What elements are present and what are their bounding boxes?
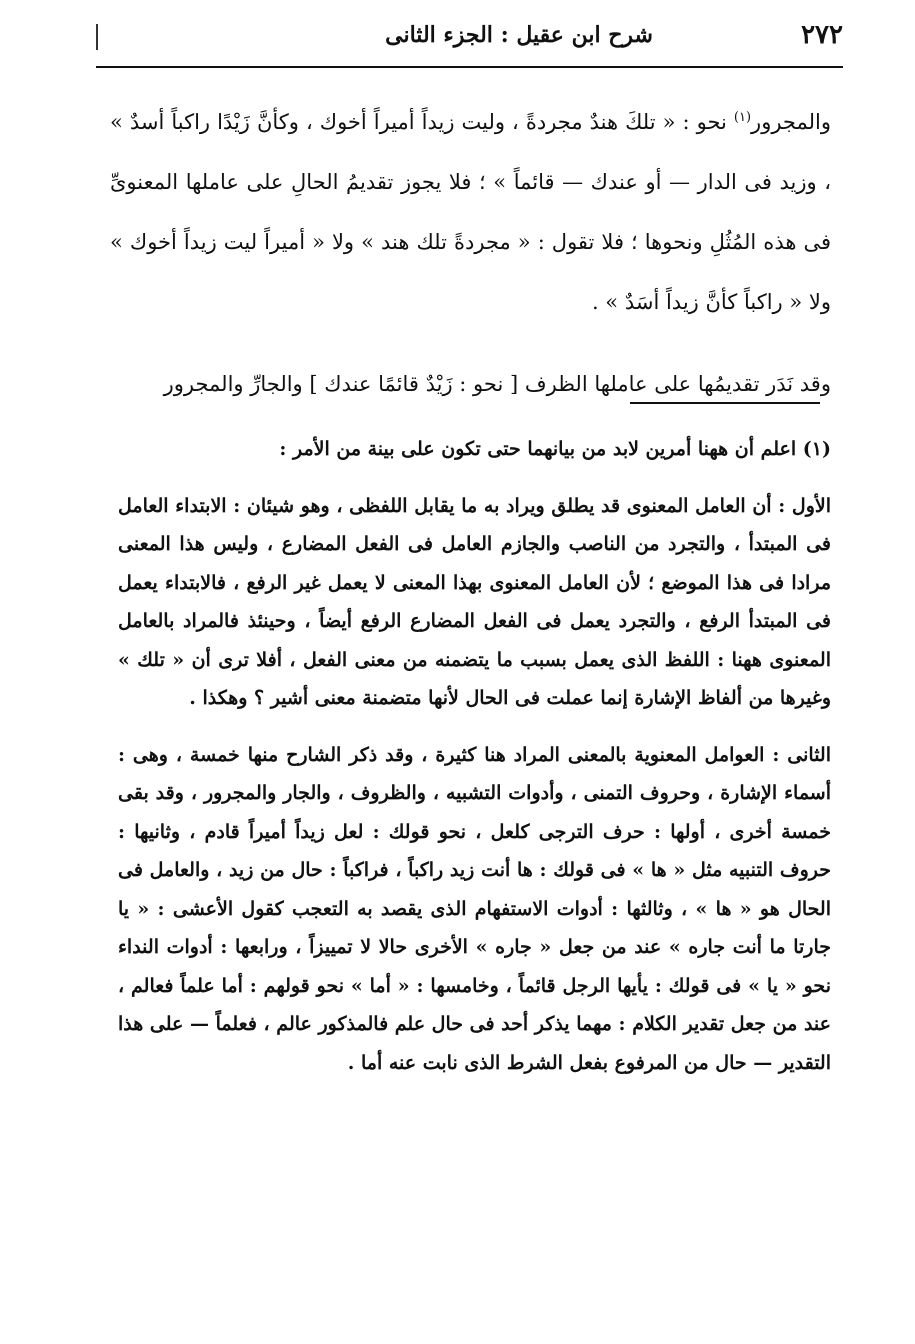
footnote-marker: (١) [733, 110, 752, 125]
main-text-fragment: والمجرور [751, 110, 831, 134]
main-paragraph-1 [110, 92, 831, 332]
footnote-intro: (١) اعلم أن ههنا أمرين لابد من بيانهما حتى تكون على بينة من الأمر : [279, 438, 831, 460]
main-text [110, 92, 831, 436]
running-title: شرح ابن عقيل : الجزء الثانى [385, 22, 653, 48]
header-margin-mark [96, 24, 98, 50]
footnote-separator [630, 402, 820, 404]
page-number: ٢٧٢ [801, 20, 843, 50]
footnote-first-point: الأول : أن العامل المعنوى قد يطلق ويراد به ما يقابل اللفظى ، وهو شيئان : الابتداء العامل فى المبتدأ ، والتجرد من الناصب والجازم العامل فى الفعل المضارع ، وليس هذا المعنى مرادا فى هذا الموضع ؛ لأن العامل المعنوى بهذا المعنى لا يعمل غير الرفع ، فالابتداء يعمل فى المبتدأ الرفع ، والتجرد يعمل فى الفعل المضارع الرفع أيضاً ، وحينئذ فالمراد بالعامل المعنوى ههنا : اللفظ الذى يعمل بسبب ما يتضمنه من معنى الفعل ، أفلا ترى أن « تلك » وغيرها من ألفاظ الإشارة إنما عملت فى الحال لأنها متضمنة معنى أشير ؟ وهكذا . [118, 494, 831, 709]
footnote-second-point: الثانى : العوامل المعنوية بالمعنى المراد هنا كثيرة ، وقد ذكر الشارح منها خمسة ، وهى : أسماء الإشارة ، وحروف التمنى ، وأدوات التشبيه ، والظروف ، والجار والمجرور ، وقد بقى خمسة أخرى ، أولها : حرف الترجى كلعل ، نحو قولك : لعل زيداً أميراً قادم ، وثانيها : حروف التنبيه مثل « ها » فى قولك : ها أنت زيد راكباً ، فراكباً : حال من زيد ، والعامل فى الحال هو « ها » ، وثالثها : أدوات الاستفهام الذى يقصد به التعجب كقول الأعشى : « يا جارتا ما أنت جاره » عند من جعل « جاره » الأخرى حالا لا تمييزاً ، ورابعها : أدوات النداء نحو « يا » فى قولك : يأيها الرجل قائماً ، وخامسها : « أما » نحو قولهم : أما علماً فعالم ، عند من جعل تقدير الكلام : مهما يذكر أحد فى حال علم فالمذكور عالم ، فعلماً — على هذا التقدير — حال من المرفوع بفعل الشرط الذى نابت عنه أما . [118, 743, 831, 1074]
page-header [96, 14, 843, 58]
header-rule [96, 66, 843, 68]
footnotes [118, 430, 831, 1100]
main-paragraph-2: وقد نَدَر تقديمُها على عاملها الظرف [ نحو : زَيْدٌ قائمًا عندك ] والجارِّ والمجرور [163, 372, 831, 396]
main-text-fragment: نحو : « تلكَ هندٌ مجردةً ، وليت زيداً أميراً أخوك ، وكأنَّ زَيْدًا راكباً أسدٌ » ، وزيد فى الدار — أو عندك — قائماً » ؛ فلا يجوز تقديمُ الحالِ على عاملها المعنوىِّ فى هذه المُثُلِ ونحوها ؛ فلا تقول : « مجردةً تلك هند » ولا « أميراً ليت زيداً أخوك » ولا « راكباً كأنَّ زيداً أسَدٌ » . [110, 110, 831, 314]
